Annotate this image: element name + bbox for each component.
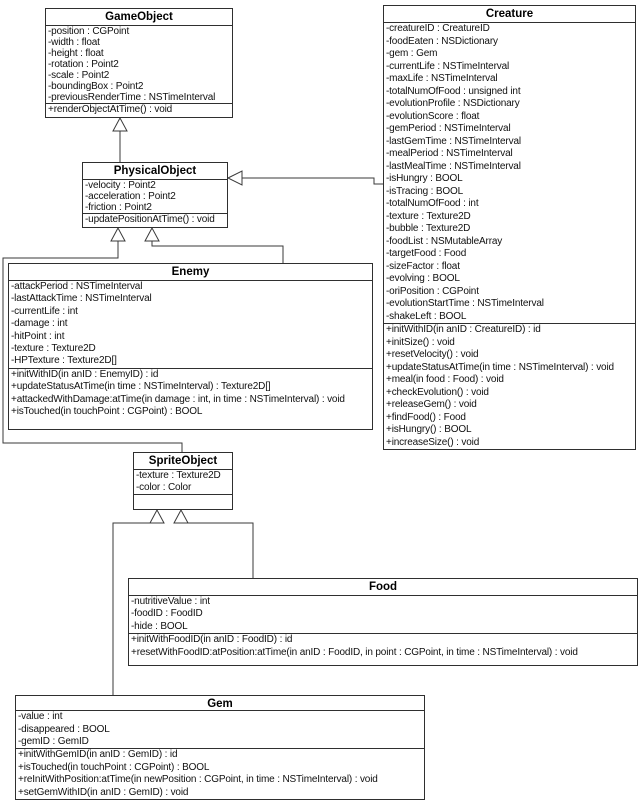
method-row: +initWithID(in anID : EnemyID) : id bbox=[11, 368, 159, 380]
attribute-row: -shakeLeft : BOOL bbox=[386, 310, 467, 322]
attribute-row: -color : Color bbox=[136, 482, 192, 493]
attribute-row: -evolutionProfile : NSDictionary bbox=[386, 98, 520, 109]
class-box-creature bbox=[383, 5, 636, 450]
class-title: SpriteObject bbox=[134, 453, 232, 470]
methods-compartment bbox=[16, 749, 424, 799]
attribute-row: -hitPoint : int bbox=[11, 330, 65, 342]
method-row: +resetVelocity() : void bbox=[386, 349, 479, 360]
inheritance-arrow-icon bbox=[111, 228, 125, 241]
methods-compartment bbox=[129, 634, 637, 665]
class-title: Creature bbox=[384, 6, 635, 23]
attribute-row: -sizeFactor : float bbox=[386, 260, 460, 272]
inheritance-arrow-icon bbox=[150, 510, 164, 523]
attribute-row: -nutritiveValue : int bbox=[131, 596, 210, 607]
methods-compartment bbox=[46, 104, 232, 117]
attribute-row: -friction : Point2 bbox=[85, 202, 152, 213]
attribute-row: -targetFood : Food bbox=[386, 248, 467, 259]
attribute-row: -evolutionStartTime : NSTimeInterval bbox=[386, 298, 544, 309]
attribute-row: -texture : Texture2D bbox=[386, 210, 471, 222]
method-row: -updatePositionAtTime() : void bbox=[85, 214, 215, 225]
method-row: +resetWithFoodID:atPosition:atTime(in anID : FoodID, in point : CGPoint, in time : NSTimeInterval) : void bbox=[131, 646, 578, 658]
method-row: +meal(in food : Food) : void bbox=[386, 374, 504, 385]
inheritance-arrow-icon bbox=[113, 118, 127, 131]
inheritance-arrow-icon bbox=[145, 228, 159, 241]
attribute-row: -damage : int bbox=[11, 318, 68, 330]
attribute-row: -gemPeriod : NSTimeInterval bbox=[386, 123, 511, 134]
method-row: +updateStatusAtTime(in time : NSTimeInterval) : void bbox=[386, 361, 614, 373]
attribute-row: -bubble : Texture2D bbox=[386, 223, 471, 234]
attribute-row: -lastMealTime : NSTimeInterval bbox=[386, 160, 521, 172]
class-box-gem bbox=[15, 695, 425, 800]
attribute-row: -maxLife : NSTimeInterval bbox=[386, 73, 498, 84]
attribute-row: -evolutionScore : float bbox=[386, 110, 480, 122]
class-title: Enemy bbox=[9, 264, 372, 281]
class-box-food bbox=[128, 578, 638, 666]
attribute-row: -isHungry : BOOL bbox=[386, 173, 463, 184]
attribute-row: -currentLife : int bbox=[11, 305, 78, 317]
method-row: +findFood() : Food bbox=[386, 411, 466, 423]
method-row: +releaseGem() : void bbox=[386, 399, 477, 410]
attributes-compartment bbox=[46, 26, 232, 104]
attribute-row: -attackPeriod : NSTimeInterval bbox=[11, 281, 143, 292]
attribute-row: -scale : Point2 bbox=[48, 70, 110, 81]
attribute-row: -creatureID : CreatureID bbox=[386, 23, 490, 34]
attributes-compartment bbox=[83, 180, 227, 214]
generalization-connector-creature-to-physicalobject bbox=[242, 178, 383, 184]
attribute-row: -height : float bbox=[48, 48, 104, 59]
method-row: +isHungry() : BOOL bbox=[386, 424, 472, 435]
attribute-row: -acceleration : Point2 bbox=[85, 191, 176, 202]
inheritance-arrow-icon bbox=[174, 510, 188, 523]
class-title: GameObject bbox=[46, 9, 232, 26]
attributes-compartment bbox=[9, 281, 372, 369]
attribute-row: -velocity : Point2 bbox=[85, 180, 156, 191]
attributes-compartment bbox=[129, 596, 637, 634]
attributes-compartment bbox=[134, 470, 232, 495]
method-row: +increaseSize() : void bbox=[386, 436, 480, 448]
class-box-gameobject bbox=[45, 8, 233, 118]
attribute-row: -lastGemTime : NSTimeInterval bbox=[386, 135, 521, 147]
methods-compartment bbox=[134, 495, 232, 509]
attribute-row: -value : int bbox=[18, 711, 63, 723]
attribute-row: -texture : Texture2D bbox=[136, 470, 221, 481]
attribute-row: -previousRenderTime : NSTimeInterval bbox=[48, 92, 216, 103]
method-row: +updateStatusAtTime(in time : NSTimeInterval) : Texture2D[] bbox=[11, 381, 271, 393]
method-row: +initWithID(in anID : CreatureID) : id bbox=[386, 324, 541, 335]
class-title: Gem bbox=[16, 696, 424, 711]
generalization-connector-enemy-to-physicalobject bbox=[152, 241, 283, 263]
attribute-row: -HPTexture : Texture2D[] bbox=[11, 355, 117, 367]
inheritance-arrow-icon bbox=[228, 171, 242, 185]
attribute-row: -oriPosition : CGPoint bbox=[386, 285, 479, 297]
attribute-row: -width : float bbox=[48, 37, 100, 48]
class-title: Food bbox=[129, 579, 637, 596]
attribute-row: -isTracing : BOOL bbox=[386, 185, 464, 197]
attribute-row: -rotation : Point2 bbox=[48, 59, 119, 70]
method-row: +reInitWithPosition:atTime(in newPosition : CGPoint, in time : NSTimeInterval) : void bbox=[18, 774, 378, 786]
method-row: +initWithFoodID(in anID : FoodID) : id bbox=[131, 634, 293, 646]
attribute-row: -texture : Texture2D bbox=[11, 343, 96, 355]
attribute-row: -foodList : NSMutableArray bbox=[386, 235, 503, 247]
attribute-row: -disappeared : BOOL bbox=[18, 723, 110, 735]
attribute-row: -totalNumOfFood : int bbox=[386, 198, 479, 209]
methods-compartment bbox=[9, 369, 372, 429]
attributes-compartment bbox=[16, 711, 424, 749]
attribute-row: -foodEaten : NSDictionary bbox=[386, 35, 498, 47]
generalization-connector-food-to-spriteobject bbox=[181, 523, 253, 578]
class-box-spriteobject bbox=[133, 452, 233, 510]
attribute-row: -gemID : GemID bbox=[18, 735, 89, 747]
methods-compartment bbox=[83, 214, 227, 227]
attribute-row: -hide : BOOL bbox=[131, 620, 188, 632]
class-box-physicalobject bbox=[82, 162, 228, 228]
attribute-row: -currentLife : NSTimeInterval bbox=[386, 60, 510, 72]
attribute-row: -boundingBox : Point2 bbox=[48, 81, 144, 92]
attributes-compartment bbox=[384, 23, 635, 324]
attribute-row: -position : CGPoint bbox=[48, 26, 130, 37]
method-row: +attackedWithDamage:atTime(in damage : int, in time : NSTimeInterval) : void bbox=[11, 393, 345, 405]
class-title: PhysicalObject bbox=[83, 163, 227, 180]
method-row: +setGemWithID(in anID : GemID) : void bbox=[18, 786, 189, 798]
method-row: +initSize() : void bbox=[386, 336, 455, 348]
class-box-enemy bbox=[8, 263, 373, 430]
method-row: +isTouched(in touchPoint : CGPoint) : BOOL bbox=[18, 761, 210, 773]
methods-compartment bbox=[384, 324, 635, 449]
attribute-row: -totalNumOfFood : unsigned int bbox=[386, 85, 521, 97]
attribute-row: -evolving : BOOL bbox=[386, 273, 460, 284]
attribute-row: -mealPeriod : NSTimeInterval bbox=[386, 148, 513, 159]
method-row: +initWithGemID(in anID : GemID) : id bbox=[18, 749, 178, 761]
method-row: +isTouched(in touchPoint : CGPoint) : BOOL bbox=[11, 406, 203, 418]
method-row: +renderObjectAtTime() : void bbox=[48, 104, 173, 115]
attribute-row: -gem : Gem bbox=[386, 48, 438, 59]
attribute-row: -foodID : FoodID bbox=[131, 608, 203, 620]
method-row: +checkEvolution() : void bbox=[386, 386, 489, 398]
attribute-row: -lastAttackTime : NSTimeInterval bbox=[11, 293, 152, 305]
